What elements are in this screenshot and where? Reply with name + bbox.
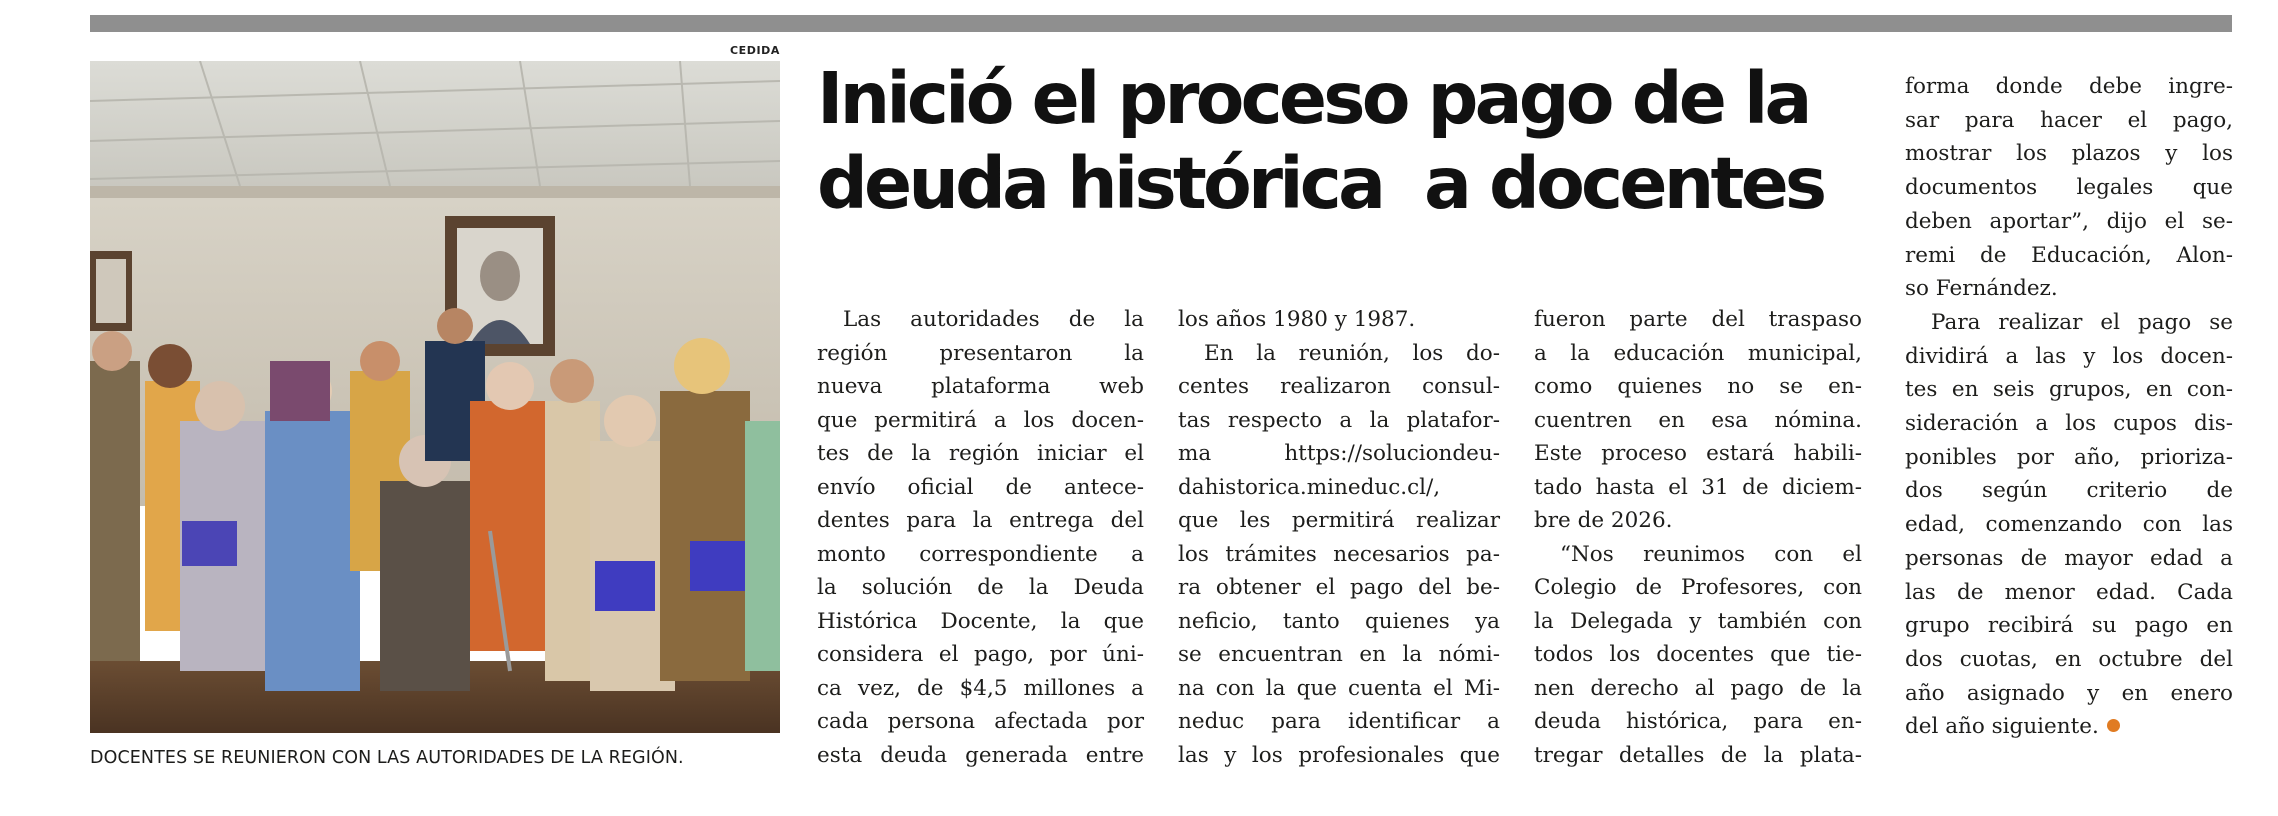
body-line-text: del año siguiente. [1905,714,2099,740]
body-line: personas de mayor edad a [1905,545,2233,571]
body-line: las y los profesionales que [1178,742,1500,768]
body-line: monto correspondiente a [817,541,1144,567]
body-line: cada persona afectada por [817,709,1144,734]
photo-caption: DOCENTES SE REUNIERON CON LAS AUTORIDADES DE LA REGIÓN. [90,748,684,768]
body-line: na con la que cuenta el Mi- [1178,675,1500,701]
body-line: considera el pago, por úni- [817,642,1144,667]
top-rule [90,15,2232,32]
body-line: envío oficial de antece- [817,474,1144,500]
body-line: sideración a los cupos dis- [1905,411,2233,437]
body-line: “Nos reunimos con el [1560,541,1862,567]
body-line: bre de 2026. [1534,508,1673,533]
body-line: ra obtener el pago del be- [1178,575,1500,600]
body-line: Histórica Docente, la que [817,608,1144,634]
body-line: deben aportar”, dijo el se- [1905,208,2233,234]
body-last-line [1905,710,2233,744]
body-line: cuentren en esa nómina. [1534,407,1862,433]
body-line: mostrar los plazos y los [1905,141,2233,167]
body-line: tes en seis grupos, en con- [1905,377,2233,403]
body-line: Para realizar el pago se [1931,309,2233,335]
end-mark-icon [2107,719,2120,732]
body-column-4 [1905,70,2233,744]
body-line: neficio, tanto quienes ya [1178,608,1500,634]
body-line: edad, comenzando con las [1905,512,2233,538]
body-line: En la reunión, los do- [1204,340,1500,366]
body-line: año asignado y en enero [1905,680,2233,706]
body-line: todos los docentes que tie- [1534,642,1862,667]
body-line: tregar detalles de la plata- [1534,742,1862,768]
group-photo [90,61,780,733]
body-line: que permitirá a los docen- [817,407,1144,433]
body-line: que les permitirá realizar [1178,508,1500,533]
body-line: esta deuda generada entre [817,742,1144,768]
headline [817,56,1867,226]
body-column-2 [1178,303,1500,772]
body-line: forma donde debe ingre- [1905,74,2233,99]
body-column-3 [1534,303,1862,772]
body-line: remi de Educación, Alon- [1905,242,2233,268]
body-line: Las autoridades de la [843,307,1144,332]
body-line: los trámites necesarios pa- [1178,541,1500,567]
body-line: grupo recibirá su pago en [1905,613,2233,639]
body-line: sar para hacer el pago, [1905,107,2233,133]
body-line: dos cuotas, en octubre del [1905,646,2233,672]
body-line: deuda histórica, para en- [1534,709,1862,734]
body-column-1 [817,303,1144,772]
headline-line-2: deuda histórica a docentes [817,142,1824,225]
body-line: se encuentran en la nómi- [1178,642,1500,667]
body-line: Este proceso estará habili- [1534,441,1862,466]
body-line: nueva plataforma web [817,374,1144,399]
body-line: dahistorica.mineduc.cl/, [1178,474,1441,500]
body-line: tado hasta el 31 de diciem- [1534,474,1862,500]
body-line: ma https://solucionde​u- [1178,441,1500,466]
body-line: tas respecto a la platafor- [1178,407,1500,433]
body-line: la Delegada y también con [1534,608,1862,634]
body-line: tes de la región iniciar el [817,441,1144,466]
body-line: la solución de la Deuda [817,575,1144,600]
headline-line-1: Inició el proceso pago de la [817,57,1809,140]
body-line: Colegio de Profesores, con [1534,575,1862,600]
photo-credit: CEDIDA [729,44,780,57]
body-line: como quienes no se en- [1534,374,1862,399]
body-line: neduc para identificar a [1178,709,1500,734]
body-line: ca vez, de $4,5 millones a [817,675,1144,701]
body-line: documentos legales que [1905,175,2233,201]
body-line: so Fernández. [1905,276,2058,302]
body-line: los años 1980 y 1987. [1178,307,1416,332]
body-line: las de menor edad. Cada [1905,579,2233,605]
body-line: ponibles por año, prioriza- [1905,444,2233,470]
body-line: centes realizaron consul- [1178,374,1500,399]
body-line: dentes para la entrega del [817,508,1144,533]
body-line: región presentaron la [817,340,1144,366]
body-line: a la educación municipal, [1534,340,1862,366]
body-line: fueron parte del traspaso [1534,307,1862,332]
body-line: nen derecho al pago de la [1534,675,1862,701]
body-line: dividirá a las y los docen- [1905,343,2233,369]
body-line: dos según criterio de [1905,478,2233,504]
